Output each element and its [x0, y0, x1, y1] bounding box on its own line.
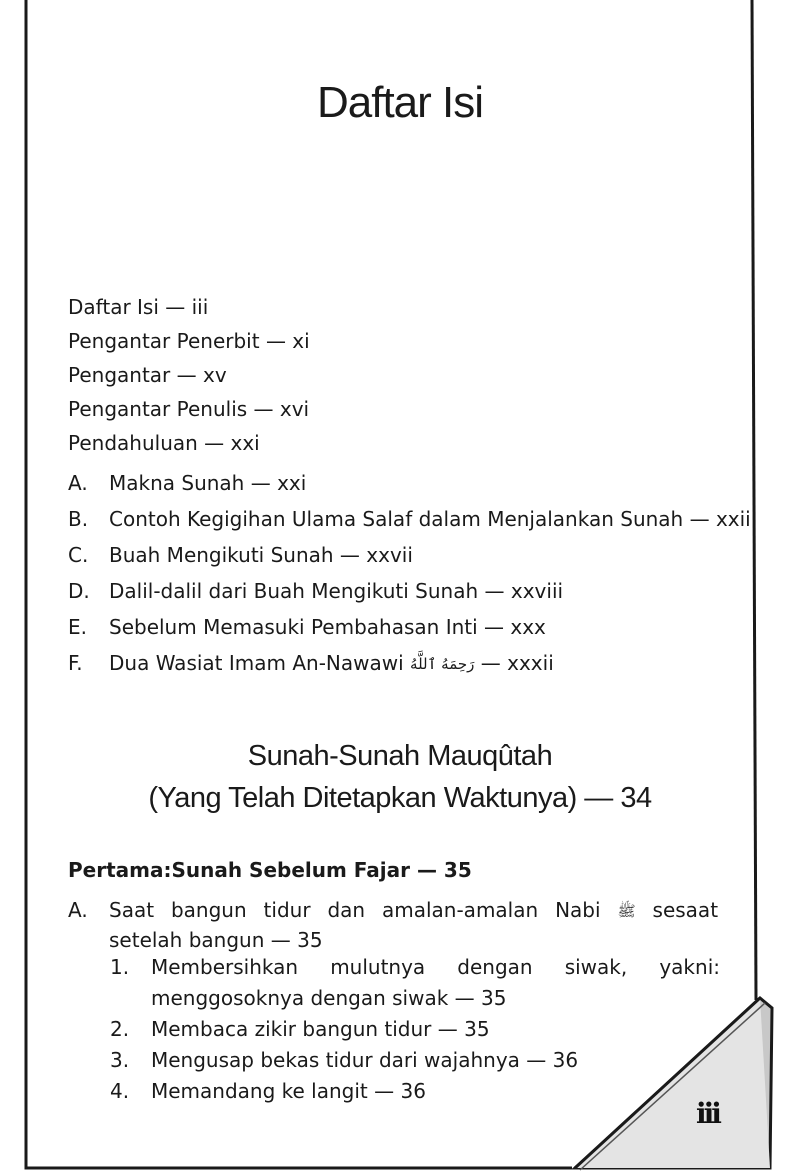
- toc-entry: [68, 501, 751, 537]
- entry-number: 4.: [110, 1079, 130, 1103]
- toc-entry: Pengantar Penerbit — xi: [68, 329, 310, 353]
- honorific-glyph: ﷺ: [617, 902, 636, 920]
- intro-sections-list: [68, 465, 751, 681]
- toc-entry: Pendahuluan — xxi: [68, 431, 260, 455]
- entry-text: Membaca zikir bangun tidur — 35: [151, 1017, 490, 1041]
- toc-entry: [68, 645, 751, 681]
- entry-text: Dalil-dalil dari Buah Mengikuti Sunah — xxviii: [109, 579, 564, 603]
- entry-number: 2.: [110, 1017, 130, 1041]
- toc-entry: [68, 537, 751, 573]
- toc-entry: [110, 1076, 720, 1107]
- entry-text: Buah Mengikuti Sunah — xxvii: [109, 543, 413, 567]
- entry-letter: F.: [68, 651, 83, 675]
- entry-text: Contoh Kegigihan Ulama Salaf dalam Menjalankan Sunah — xxii: [109, 507, 751, 531]
- entry-text: Membersihkan mulutnya dengan siwak, yakni: menggosoknya dengan siwak — 35: [151, 955, 720, 1010]
- toc-entry: Pengantar Penulis — xvi: [68, 397, 310, 421]
- entry-text: Mengusap bekas tidur dari wajahnya — 36: [151, 1048, 579, 1072]
- entry-text: [109, 896, 718, 955]
- page-number: iii: [696, 1097, 719, 1130]
- page-title: Daftar Isi: [316, 78, 484, 127]
- toc-entry: Daftar Isi — iii: [68, 295, 209, 319]
- entry-number: 3.: [110, 1048, 130, 1072]
- entry-letter: D.: [68, 579, 90, 603]
- entry-text-end: sesaat setelah bangun — 35: [109, 898, 719, 952]
- entry-letter: A.: [68, 898, 88, 922]
- entry-text: Makna Sunah — xxi: [109, 471, 307, 495]
- toc-entry: [68, 573, 751, 609]
- subsection-entry: [68, 896, 718, 955]
- entry-letter: E.: [68, 615, 87, 639]
- toc-entry: [68, 465, 751, 501]
- part-title-line2: (Yang Telah Ditetapkan Waktunya) — 34: [148, 782, 652, 814]
- toc-entry: [110, 1045, 720, 1076]
- entry-letter: B.: [68, 507, 89, 531]
- toc-entry: [110, 1014, 720, 1045]
- numbered-items-list: [110, 952, 720, 1107]
- entry-page: — xxxii: [480, 651, 554, 675]
- entry-text: Dua Wasiat Imam An-Nawawi: [109, 651, 404, 675]
- toc-entry: [110, 952, 720, 1014]
- entry-letter: A.: [68, 471, 88, 495]
- front-matter-list: [68, 290, 310, 460]
- entry-text: Memandang ke langit — 36: [151, 1079, 426, 1103]
- chapter-heading: Pertama:Sunah Sebelum Fajar — 35: [68, 858, 472, 882]
- toc-entry: [68, 609, 751, 645]
- entry-text-start: Saat bangun tidur dan amalan-amalan Nabi: [109, 898, 601, 922]
- toc-entry: Pengantar — xv: [68, 363, 227, 387]
- entry-number: 1.: [110, 955, 130, 979]
- honorific-glyph: رَحِمَهُ ٱللَّهُ: [410, 655, 475, 673]
- entry-text: Sebelum Memasuki Pembahasan Inti — xxx: [109, 615, 546, 639]
- entry-letter: C.: [68, 543, 89, 567]
- part-title-line1: Sunah-Sunah Mauqûtah: [247, 740, 553, 772]
